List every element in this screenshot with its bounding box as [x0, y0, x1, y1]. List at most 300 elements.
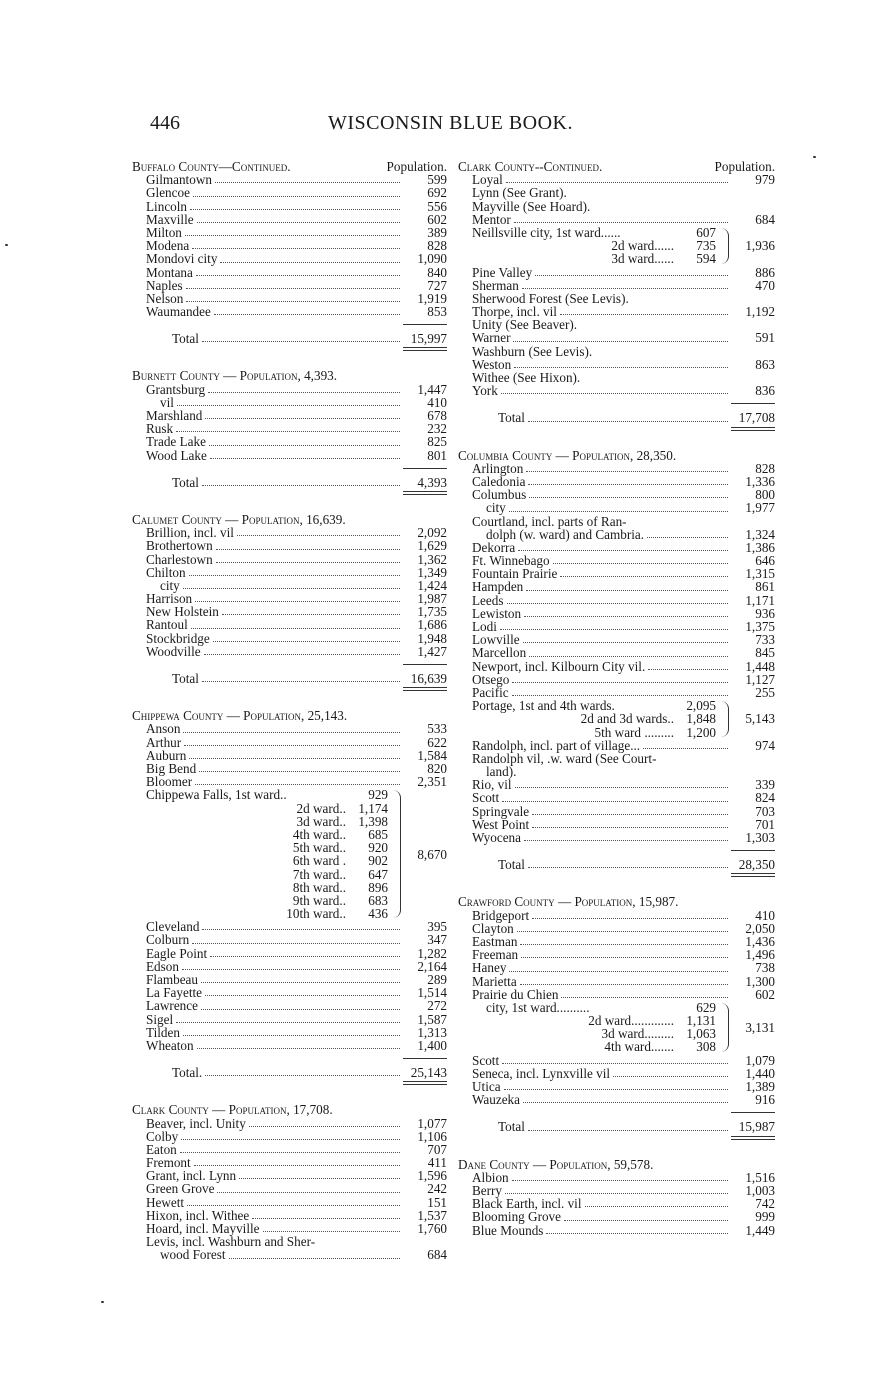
- section-heading: [458, 1158, 775, 1171]
- table-row: [132, 1248, 447, 1261]
- leader-dots: [532, 827, 728, 828]
- row-name: Seneca, incl. Lynxville vil: [472, 1065, 611, 1081]
- county-title: Columbia County — Population, 28,350.: [458, 447, 677, 463]
- leader-dots: [176, 431, 400, 432]
- total-value: 16,639: [410, 671, 447, 687]
- row-name: Colburn: [146, 932, 190, 948]
- row-value: 1,127: [745, 671, 775, 687]
- ward-row: [472, 712, 716, 725]
- ward-value: 685: [368, 826, 388, 842]
- ward-name: 3d ward..: [296, 813, 346, 829]
- row-value: 1,077: [417, 1115, 447, 1131]
- leader-dots: [535, 275, 728, 276]
- table-row: [132, 645, 447, 658]
- sum-rule: [403, 658, 447, 665]
- page-number: 446: [150, 112, 180, 134]
- note-line: [458, 200, 775, 213]
- note-line: [458, 371, 775, 384]
- county-section: [132, 1103, 447, 1261]
- row-value: 1,735: [417, 604, 447, 620]
- note-text: Courtland, incl. parts of Ran-: [472, 513, 627, 529]
- section-heading: [458, 895, 775, 908]
- county-title: Chippewa County — Population, 25,143.: [132, 708, 348, 724]
- row-name: Maxville: [146, 211, 194, 227]
- leader-dots: [201, 1009, 400, 1010]
- row-name: Beaver, incl. Unity: [146, 1115, 246, 1131]
- leader-dots: [613, 1076, 728, 1077]
- row-value: 936: [755, 605, 775, 621]
- ward-row: [472, 252, 716, 265]
- leader-dots: [210, 956, 400, 957]
- table-row: [132, 435, 447, 448]
- ward-value: 902: [368, 853, 388, 869]
- row-value: 1,629: [417, 538, 447, 554]
- leader-dots: [509, 511, 728, 512]
- row-name: Rio, vil: [472, 777, 512, 793]
- table-row: [132, 252, 447, 265]
- leader-dots: [532, 814, 728, 815]
- row-name: Charlestown: [146, 551, 213, 567]
- ward-row: [146, 788, 388, 801]
- row-value: 733: [755, 632, 775, 648]
- ward-value: 436: [368, 906, 388, 922]
- ward-list: [146, 788, 388, 920]
- row-value: 825: [427, 434, 447, 450]
- ward-value: 1,063: [686, 1026, 716, 1042]
- table-row: [132, 279, 447, 292]
- table-row: [458, 213, 775, 226]
- leader-dots: [176, 1022, 400, 1023]
- row-value: 845: [755, 645, 775, 661]
- row-value: 1,948: [417, 630, 447, 646]
- leader-dots: [528, 1130, 728, 1131]
- ward-value: 308: [696, 1039, 716, 1055]
- row-value: 1,436: [745, 933, 775, 949]
- table-row: [458, 646, 775, 659]
- note-line: [458, 345, 775, 358]
- leader-dots: [217, 1192, 400, 1193]
- row-value: 707: [427, 1141, 447, 1157]
- row-value: 727: [427, 277, 447, 293]
- leader-dots: [560, 314, 728, 315]
- row-name: Anson: [146, 721, 181, 737]
- ward-name: 2d ward..: [296, 800, 346, 816]
- leader-dots: [193, 196, 400, 197]
- row-name: Eagle Point: [146, 945, 208, 961]
- ward-name: 3d ward.........: [601, 1026, 674, 1042]
- leader-dots: [546, 1233, 728, 1234]
- total-label: Total: [172, 474, 199, 490]
- leader-dots: [585, 1206, 729, 1207]
- row-name: Rantoul: [146, 617, 188, 633]
- row-name: Big Bend: [146, 760, 197, 776]
- leader-dots: [524, 616, 728, 617]
- leader-dots: [529, 656, 728, 657]
- row-value: 828: [427, 238, 447, 254]
- table-row: [132, 947, 447, 960]
- row-value: 828: [755, 460, 775, 476]
- row-name: Bridgeport: [472, 907, 530, 923]
- row-name: Haney: [472, 960, 507, 976]
- leader-dots: [209, 445, 400, 446]
- table-row: [458, 594, 775, 607]
- row-value: 242: [427, 1181, 447, 1197]
- section-heading: [458, 449, 775, 462]
- note-line: [458, 186, 775, 199]
- row-name: Springvale: [472, 803, 530, 819]
- total-row: [458, 1120, 775, 1133]
- table-row: [458, 909, 775, 922]
- row-value: 738: [755, 960, 775, 976]
- ward-name: Portage, 1st and 4th wards.: [472, 698, 615, 714]
- table-row: [132, 933, 447, 946]
- county-section: [132, 160, 447, 351]
- ward-value: 647: [368, 866, 388, 882]
- row-value: 1,919: [417, 290, 447, 306]
- leader-dots: [181, 1139, 400, 1140]
- row-name: Columbus: [472, 487, 527, 503]
- row-name: Scott: [472, 1052, 500, 1068]
- row-value: 1,375: [745, 619, 775, 635]
- row-value: 742: [755, 1196, 775, 1212]
- row-value: 470: [755, 277, 775, 293]
- table-row: [458, 462, 775, 475]
- leader-dots: [523, 642, 728, 643]
- row-value: 853: [427, 304, 447, 320]
- row-name: Fountain Prairie: [472, 566, 558, 582]
- ward-value: 896: [368, 879, 388, 895]
- leader-dots: [205, 1075, 400, 1076]
- table-row: [132, 1117, 447, 1130]
- leader-dots: [187, 1205, 400, 1206]
- leader-dots: [524, 840, 728, 841]
- row-name: Grant, incl. Lynn: [146, 1168, 237, 1184]
- total-double-rule: [731, 873, 775, 877]
- leader-dots: [514, 367, 728, 368]
- row-value: 1,977: [745, 500, 775, 516]
- leader-dots: [509, 971, 728, 972]
- ward-row: [146, 802, 388, 815]
- row-name: Colby: [146, 1128, 179, 1144]
- row-value: 1,537: [417, 1207, 447, 1223]
- leader-dots: [263, 1231, 400, 1232]
- leader-dots: [177, 405, 400, 406]
- ward-name: 10th ward..: [286, 906, 346, 922]
- row-value: 533: [427, 721, 447, 737]
- row-name: Gilmantown: [146, 172, 212, 188]
- leader-dots: [201, 982, 400, 983]
- row-name: Marshland: [146, 408, 203, 424]
- row-value: 1,587: [417, 1011, 447, 1027]
- row-name: West Point: [472, 816, 530, 832]
- row-name: Weston: [472, 356, 512, 372]
- table-row: [132, 1026, 447, 1039]
- leader-dots: [506, 182, 728, 183]
- leader-dots: [202, 485, 400, 486]
- section-heading: [458, 160, 775, 173]
- ward-value: 920: [368, 840, 388, 856]
- population-label: Population.: [386, 159, 447, 174]
- leader-dots: [195, 601, 400, 602]
- row-value: 1,282: [417, 945, 447, 961]
- total-label: Total: [498, 857, 525, 873]
- leader-dots: [513, 341, 728, 342]
- table-row: [458, 607, 775, 620]
- total-double-rule: [403, 491, 447, 495]
- leader-dots: [522, 288, 728, 289]
- row-name: Milton: [146, 224, 182, 240]
- total-label: Total: [498, 1119, 525, 1135]
- row-name: Hixon, incl. Withee: [146, 1207, 250, 1223]
- row-name: Lowville: [472, 632, 520, 648]
- row-value: 272: [427, 998, 447, 1014]
- note-text: Washburn (See Levis).: [472, 343, 593, 359]
- leader-dots: [239, 1178, 400, 1179]
- row-name: Stockbridge: [146, 630, 210, 646]
- table-row: [458, 988, 775, 1001]
- table-row: [458, 922, 775, 935]
- row-name: Brothertown: [146, 538, 213, 554]
- row-name: Harrison: [146, 591, 193, 607]
- total-double-rule: [403, 687, 447, 691]
- table-row: [458, 961, 775, 974]
- ward-total: 5,143: [745, 711, 775, 727]
- row-value: 1,003: [745, 1182, 775, 1198]
- county-section: [132, 709, 447, 1085]
- note-text: Randolph vil, .w. ward (See Court-: [472, 750, 657, 766]
- table-row: [132, 1196, 447, 1209]
- leader-dots: [195, 784, 400, 785]
- ward-value: 683: [368, 892, 388, 908]
- row-value: 974: [755, 737, 775, 753]
- table-row: [458, 528, 775, 541]
- table-row: [458, 831, 775, 844]
- leader-dots: [213, 641, 400, 642]
- row-name: Otsego: [472, 671, 510, 687]
- ward-row: [146, 854, 388, 867]
- leader-dots: [564, 1220, 728, 1221]
- leader-dots: [648, 669, 728, 670]
- note-text: land).: [486, 764, 517, 780]
- table-row: [458, 805, 775, 818]
- scan-speck: [5, 244, 8, 246]
- row-name: Fremont: [146, 1155, 191, 1171]
- row-value: 1,336: [745, 473, 775, 489]
- leader-dots: [222, 614, 400, 615]
- row-value: 1,106: [417, 1128, 447, 1144]
- leader-dots: [208, 392, 400, 393]
- row-value: 684: [755, 211, 775, 227]
- row-value: 255: [755, 684, 775, 700]
- table-row: [458, 501, 775, 514]
- row-name: Blue Mounds: [472, 1222, 544, 1238]
- table-row: [458, 580, 775, 593]
- row-name: Trade Lake: [146, 434, 206, 450]
- row-name: Clayton: [472, 920, 514, 936]
- ward-name: Neillsville city, 1st ward......: [472, 224, 621, 240]
- row-value: 347: [427, 932, 447, 948]
- row-name: Thorpe, incl. vil: [472, 304, 557, 320]
- leader-dots: [502, 801, 728, 802]
- row-name: Lodi: [472, 619, 497, 635]
- ward-name: Chippewa Falls, 1st ward..: [146, 787, 287, 803]
- row-name: Leeds: [472, 592, 504, 608]
- brace-mark: [390, 790, 401, 918]
- row-name: Albion: [472, 1169, 509, 1185]
- scan-speck: [813, 156, 816, 158]
- total-row: [132, 332, 447, 345]
- ward-value: 1,200: [686, 724, 716, 740]
- row-name: Lincoln: [146, 198, 188, 214]
- county-title: Clark County — Population, 17,708.: [132, 1102, 333, 1118]
- ward-group: [458, 1001, 775, 1054]
- row-value: 886: [755, 264, 775, 280]
- row-value: 1,386: [745, 539, 775, 555]
- row-value: 1,313: [417, 1024, 447, 1040]
- ward-name: 5th ward .........: [594, 724, 674, 740]
- table-row: [132, 722, 447, 735]
- ward-row: [146, 894, 388, 907]
- table-row: [132, 1182, 447, 1195]
- row-value: 840: [427, 264, 447, 280]
- row-name: Pacific: [472, 684, 509, 700]
- row-value: 999: [755, 1209, 775, 1225]
- row-value: 410: [755, 907, 775, 923]
- row-name: Sherman: [472, 277, 519, 293]
- leader-dots: [560, 576, 728, 577]
- leader-dots: [237, 535, 400, 536]
- leader-dots: [561, 997, 728, 998]
- table-row: [458, 1224, 775, 1237]
- row-value: 151: [427, 1194, 447, 1210]
- row-name: Glencoe: [146, 185, 190, 201]
- total-row: [132, 672, 447, 685]
- leader-dots: [520, 984, 728, 985]
- table-row: [132, 539, 447, 552]
- ward-row: [486, 1027, 716, 1040]
- leader-dots: [210, 458, 400, 459]
- row-value: 1,079: [745, 1052, 775, 1068]
- row-value: 599: [427, 172, 447, 188]
- leader-dots: [512, 682, 728, 683]
- row-name: Utica: [472, 1079, 501, 1095]
- leader-dots: [518, 550, 728, 551]
- row-name: Ft. Winnebago: [472, 553, 550, 569]
- note-text: Unity (See Beaver).: [472, 317, 578, 333]
- table-row: [458, 1093, 775, 1106]
- row-value: 801: [427, 447, 447, 463]
- ward-list: [486, 1001, 716, 1054]
- leader-dots: [505, 1193, 728, 1194]
- ward-name: 2d ward.............: [588, 1013, 674, 1029]
- row-name: Sigel: [146, 1011, 174, 1027]
- row-value: 1,300: [745, 973, 775, 989]
- row-name: Lewiston: [472, 605, 522, 621]
- county-section: [458, 1158, 775, 1237]
- row-value: 1,584: [417, 747, 447, 763]
- ward-name: 9th ward..: [292, 892, 346, 908]
- row-name: Eaton: [146, 1141, 177, 1157]
- leader-dots: [501, 393, 728, 394]
- leader-dots: [529, 497, 728, 498]
- row-name: Lawrence: [146, 998, 198, 1014]
- sum-rule: [731, 844, 775, 851]
- row-value: 800: [755, 487, 775, 503]
- row-name: Prairie du Chien: [472, 986, 559, 1002]
- leader-dots: [186, 288, 400, 289]
- row-value: 1,349: [417, 564, 447, 580]
- leader-dots: [502, 1063, 728, 1064]
- leader-dots: [202, 929, 400, 930]
- row-name: Pine Valley: [472, 264, 533, 280]
- row-value: 1,303: [745, 830, 775, 846]
- leader-dots: [515, 787, 728, 788]
- row-name: La Fayette: [146, 985, 203, 1001]
- row-name: city: [486, 500, 506, 516]
- ward-row: [486, 1040, 716, 1053]
- leader-dots: [507, 603, 729, 604]
- row-value: 289: [427, 971, 447, 987]
- brace-mark: [718, 1003, 729, 1052]
- table-row: [132, 1039, 447, 1052]
- section-heading: [132, 369, 447, 382]
- table-row: [458, 739, 775, 752]
- row-value: 692: [427, 185, 447, 201]
- total-value: 17,708: [738, 410, 775, 426]
- leader-dots: [220, 262, 400, 263]
- table-row: [132, 449, 447, 462]
- ward-row: [146, 828, 388, 841]
- leader-dots: [183, 732, 400, 733]
- row-value: 701: [755, 816, 775, 832]
- brace-mark: [718, 228, 729, 264]
- leader-dots: [199, 771, 400, 772]
- row-name: Chilton: [146, 564, 186, 580]
- leader-dots: [190, 209, 400, 210]
- ward-group: [458, 699, 775, 739]
- row-name: Dekorra: [472, 539, 516, 555]
- row-name: Edson: [146, 958, 179, 974]
- ward-value: 594: [696, 251, 716, 267]
- total-value: 4,393: [417, 474, 447, 490]
- ward-name: 6th ward .: [292, 853, 346, 869]
- leader-dots: [183, 588, 400, 589]
- ward-value: 1,131: [686, 1013, 716, 1029]
- row-value: 703: [755, 803, 775, 819]
- table-row: [132, 1130, 447, 1143]
- ward-name: 2d ward......: [611, 238, 674, 254]
- ward-list: [472, 699, 716, 739]
- county-section: [458, 895, 775, 1139]
- ward-value: 735: [696, 238, 716, 254]
- note-text: Mayville (See Hoard).: [472, 198, 591, 214]
- row-value: 678: [427, 408, 447, 424]
- row-value: 2,164: [417, 958, 447, 974]
- row-value: 1,987: [417, 591, 447, 607]
- ward-row: [146, 815, 388, 828]
- ward-group: [458, 226, 775, 266]
- table-row: [458, 778, 775, 791]
- table-row: [132, 553, 447, 566]
- table-row: [458, 1171, 775, 1184]
- row-value: 339: [755, 777, 775, 793]
- row-name: Modena: [146, 238, 190, 254]
- leader-dots: [520, 944, 728, 945]
- leader-dots: [216, 549, 400, 550]
- table-row: [132, 266, 447, 279]
- leader-dots: [512, 695, 728, 696]
- ward-group: [132, 788, 447, 920]
